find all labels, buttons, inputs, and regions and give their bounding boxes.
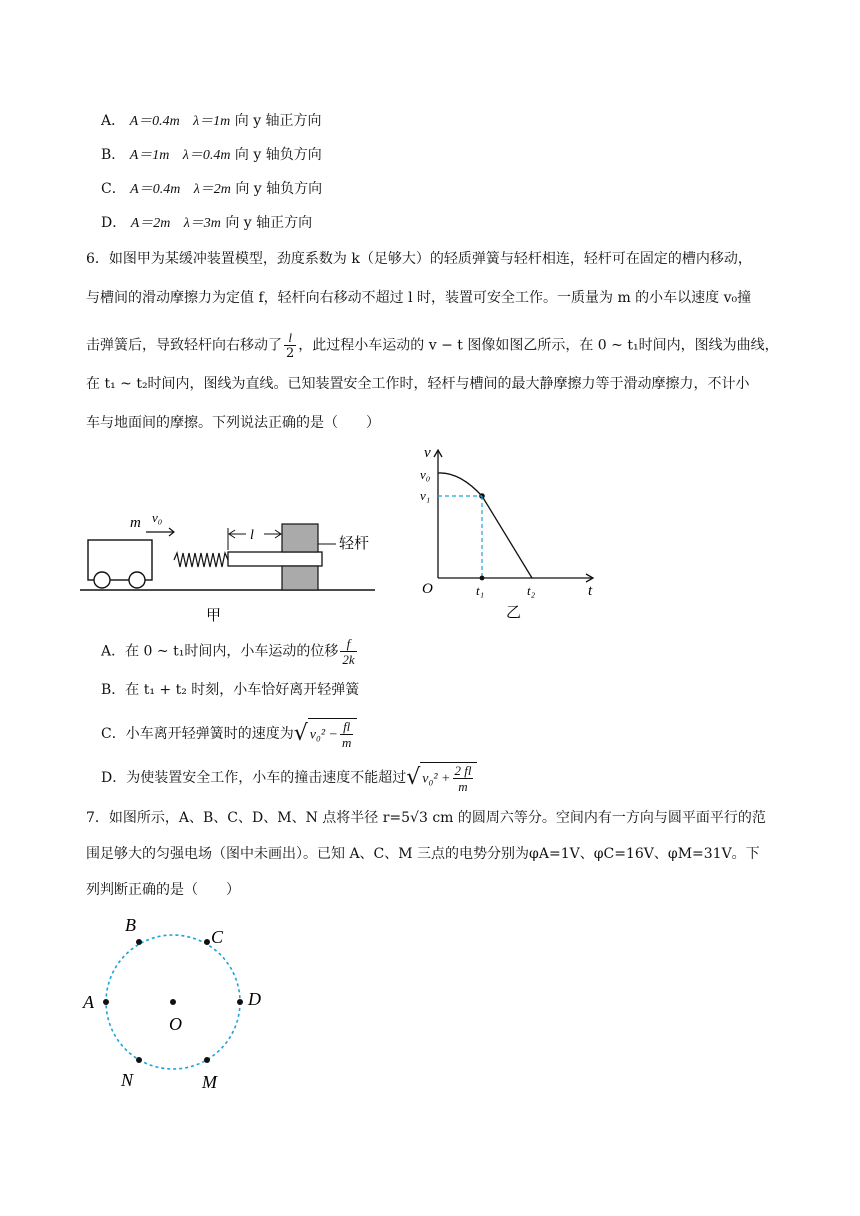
q6-stem-line-2: 与槽间的滑动摩擦力为定值 f，轻杆向右移动不超过 l 时，装置可安全工作。一质量为 m 的小车以速度 v₀撞: [86, 290, 752, 306]
label-m: m: [130, 515, 141, 531]
q5-option-b: B． A＝1m λ＝0.4m 向 y 轴负方向: [101, 147, 322, 163]
label-t: t: [588, 583, 593, 599]
label-origin: O: [422, 581, 433, 597]
point-n: [136, 1057, 142, 1063]
q5-option-c: C． A＝0.4m λ＝2m 向 y 轴负方向: [101, 181, 323, 197]
point-a: [103, 999, 109, 1005]
label-b: B: [125, 915, 136, 935]
slot-lower: [282, 566, 318, 590]
point-m: [204, 1057, 210, 1063]
label-c: C: [211, 927, 224, 947]
q6-stem-line-3: 击弹簧后，导致轻杆向右移动了 $\frac{l}{2}$ ，此过程小车运动的 v − t 图像如图乙所示，在 0 ~ t₁时间内，图线为曲线，: [86, 330, 779, 361]
label-rod: 轻杆: [339, 536, 370, 552]
label-v: v: [424, 445, 431, 461]
label-l: l: [250, 528, 254, 543]
figure-circle-hexagon: [75, 908, 275, 1098]
q5-option-a: A． A＝0.4m λ＝1m 向 y 轴正方向: [101, 113, 322, 129]
q6-stem-line-1: 6．如图甲为某缓冲装置模型，劲度系数为 k（足够大）的轻质弹簧与轻杆相连，轻杆可在固定的槽内移动，: [86, 251, 752, 267]
point-c: [204, 939, 210, 945]
label-m: M: [202, 1072, 217, 1092]
caption-yi: 乙: [506, 605, 522, 621]
label-a: A: [83, 992, 94, 1012]
slot-upper: [282, 524, 318, 552]
q7-stem-line-3: 列判断正确的是（ ）: [86, 882, 240, 898]
point-o: [170, 999, 176, 1005]
vt-curve: [438, 473, 532, 578]
fraction-l-over-2: $\frac{l}{2}$: [286, 330, 295, 361]
light-rod: [228, 552, 322, 566]
cart-wheel-left: [94, 572, 110, 588]
q6-option-a: A．在 0 ~ t₁时间内，小车运动的位移 $\frac{f}{2k}$: [101, 636, 355, 667]
spring: [174, 553, 228, 567]
q6-option-b: B．在 t₁ + t₂ 时刻，小车恰好离开轻弹簧: [101, 682, 360, 698]
q6-stem-line-5: 车与地面间的摩擦。下列说法正确的是（ ）: [86, 415, 380, 431]
cart-wheel-right: [129, 572, 145, 588]
label-o: O: [169, 1014, 182, 1034]
label-v0: v₀: [152, 510, 163, 525]
figure-yi-vt-graph: [410, 443, 610, 621]
label-d: D: [248, 989, 261, 1009]
point-d: [237, 999, 243, 1005]
label-v1: v₁: [420, 488, 431, 503]
q5-option-d: D． A＝2m λ＝3m 向 y 轴正方向: [101, 215, 313, 231]
label-t2: t₂: [527, 583, 536, 598]
figure-jia-buffer-device: [70, 500, 390, 630]
point-b: [136, 939, 142, 945]
caption-jia: 甲: [206, 608, 222, 624]
label-n: N: [121, 1070, 134, 1090]
label-v0: v₀: [420, 467, 431, 482]
q6-option-d: D．为使装置安全工作，小车的撞击速度不能超过√ v₀² + $\frac{2 fl}{m}$: [101, 762, 477, 794]
q7-stem-line-1: 7．如图所示，A、B、C、D、M、N 点将半径 r=5√3 cm 的圆周六等分。空间内有一方向与圆平面平行的范: [86, 810, 766, 826]
q6-stem-line-4: 在 t₁ ~ t₂时间内，图线为直线。已知装置安全工作时，轻杆与槽间的最大静摩擦力等于滑动摩擦力，不计小: [86, 376, 750, 392]
q6-option-c: C．小车离开轻弹簧时的速度为√ v₀² − $\frac{fl}{m}$: [101, 718, 357, 750]
q7-stem-line-2: 围足够大的匀强电场（图中未画出）。已知 A、C、M 三点的电势分别为φA=1V、φC=16V、φM=31V。下: [86, 846, 760, 862]
label-t1: t₁: [476, 583, 485, 598]
